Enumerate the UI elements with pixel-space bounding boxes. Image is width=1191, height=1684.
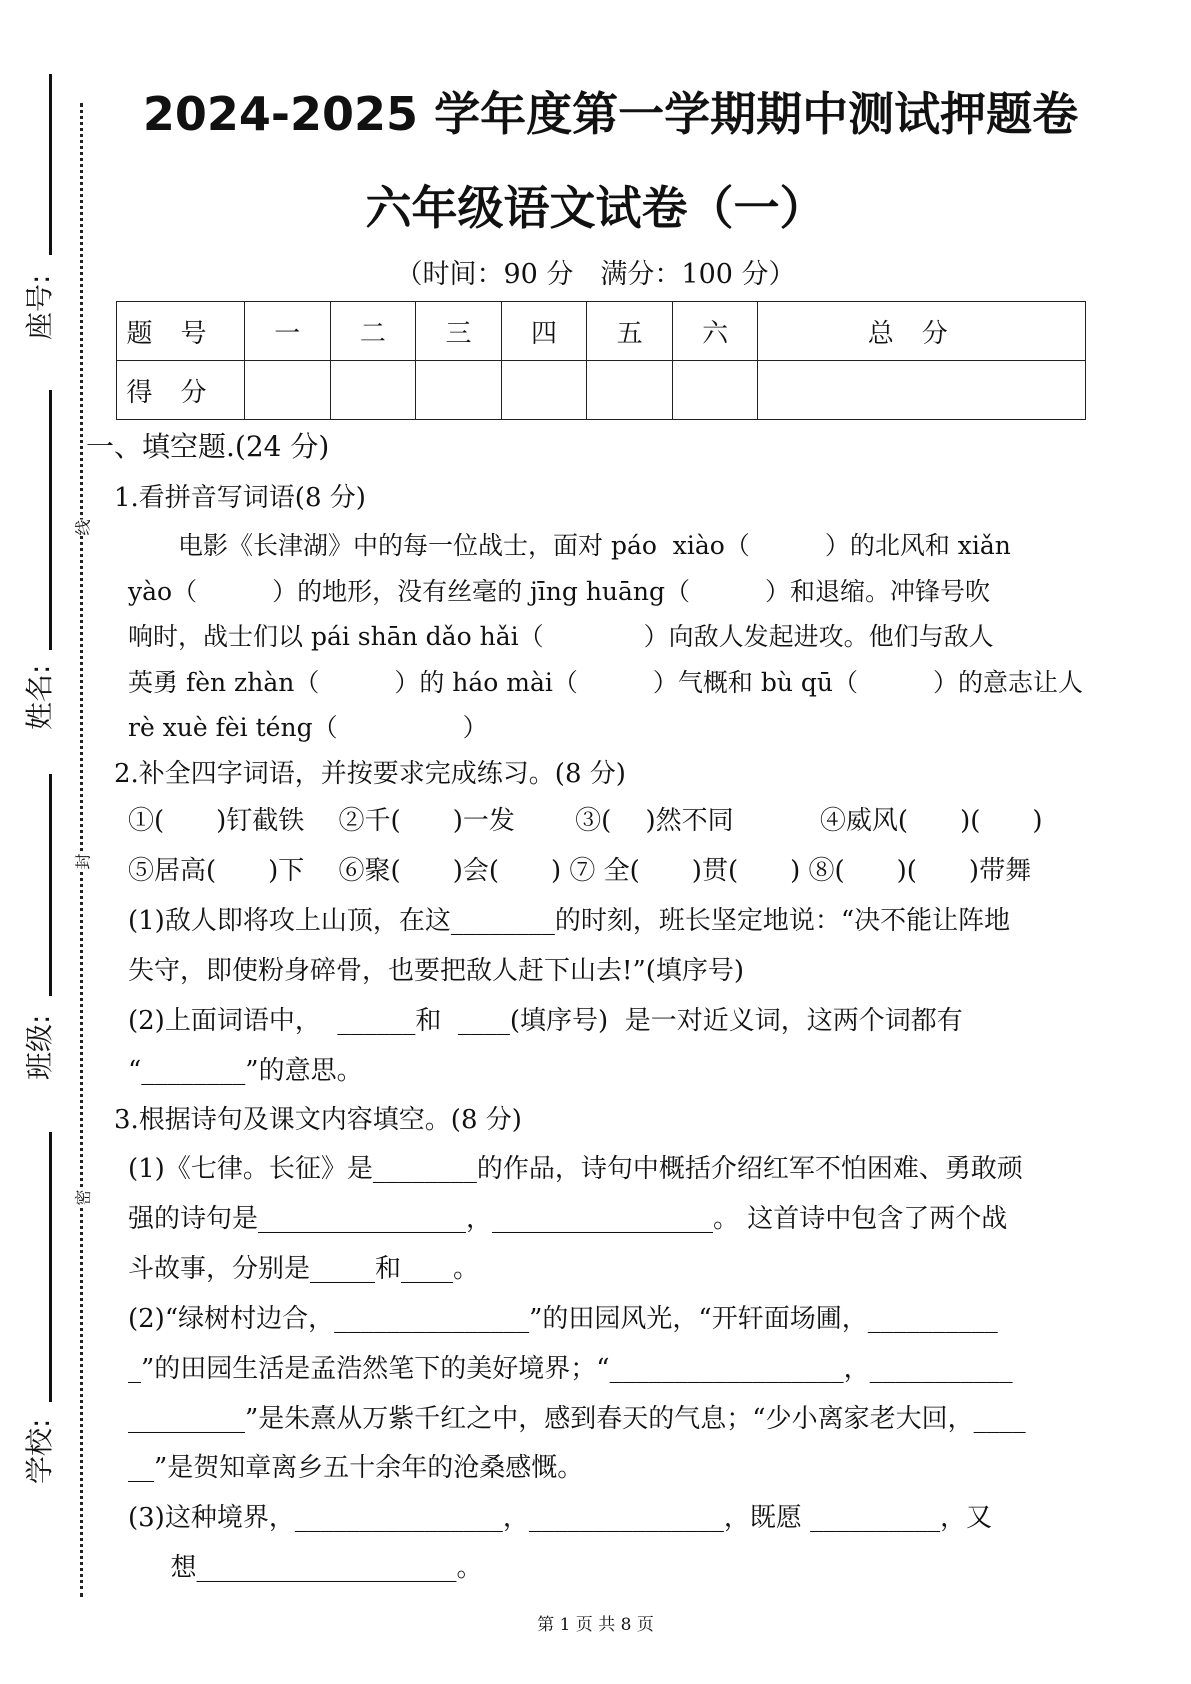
question-title: 1.看拼音写词语(8 分) [114, 483, 366, 513]
question-line: 想____________________。 [128, 1553, 483, 1583]
question-line: 强的诗句是________________，_________________。 这首诗中包含了两个战 [128, 1204, 1008, 1234]
score-row-label: 得分 [117, 361, 245, 420]
class-label: 班级: [23, 1014, 56, 1080]
question-line: ①( )钉截铁 ②千( )一发 ③( )然不同 ④威风( )( ) [128, 806, 1043, 836]
score-cell[interactable] [416, 361, 502, 420]
binding-line [49, 1132, 52, 1402]
score-table-header-row [117, 302, 1086, 361]
header-cell: 一 [245, 302, 331, 361]
question-line: rè xuè fèi téng（ ） [128, 713, 488, 742]
page-footer: 第 1 页 共 8 页 [537, 1615, 654, 1635]
question-line: _________”是朱熹从万紫千红之中，感到春天的气息；“少小离家老大回，____ [128, 1404, 1026, 1434]
question-line: 电影《长津湖》中的每一位战士，面对 páo xiào（ ）的北风和 xiǎn [128, 531, 1011, 560]
seal-mark-seal: 封 [71, 853, 94, 869]
question-title: 3.根据诗句及课文内容填空。(8 分) [114, 1105, 522, 1135]
header-cell: 题号 [117, 302, 245, 361]
question-title: 2.补全四字词语，并按要求完成练习。(8 分) [114, 759, 626, 789]
question-line: 响时，战士们以 pái shān dǎo hǎi（ ）向敌人发起进攻。他们与敌人 [128, 622, 994, 651]
question-line: (1)《七律。长征》是________的作品，诗句中概括介绍红军不怕困难、勇敢顽 [128, 1154, 1023, 1184]
binding-line [49, 390, 52, 650]
header-cell: 五 [587, 302, 673, 361]
score-cell[interactable] [330, 361, 416, 420]
score-table-score-row [117, 361, 1086, 420]
header-cell: 四 [501, 302, 587, 361]
seal-mark-line: 线 [71, 519, 94, 535]
question-line: yào（ ）的地形，没有丝毫的 jīng huāng（ ）和退缩。冲锋号吹 [128, 577, 991, 606]
exam-subtitle: 六年级语文试卷（一） [365, 181, 826, 235]
score-cell[interactable] [672, 361, 758, 420]
seal-dotted-line [80, 103, 83, 1597]
exam-title: 2024-2025 学年度第一学期期中测试押题卷 [142, 87, 1079, 141]
score-cell[interactable] [587, 361, 673, 420]
score-table [116, 301, 1086, 420]
question-line: __”是贺知章离乡五十余年的沧桑感慨。 [128, 1453, 584, 1483]
school-label: 学校: [23, 1418, 56, 1484]
question-line: (1)敌人即将攻上山顶，在这________的时刻，班长坚定地说：“决不能让阵地 [128, 906, 1011, 936]
exam-info: （时间：90 分 满分：100 分） [395, 259, 796, 290]
question-line: 斗故事，分别是_____和____。 [128, 1254, 480, 1284]
header-cell: 三 [416, 302, 502, 361]
header-cell: 二 [330, 302, 416, 361]
header-cell: 总分 [758, 302, 1086, 361]
question-line: “________”的意思。 [128, 1056, 363, 1086]
question-line: (2)上面词语中， ______和 ____(填序号) 是一对近义词，这两个词都有 [128, 1006, 963, 1036]
question-line: 英勇 fèn zhàn（ ）的 háo mài（ ）气概和 bù qū（ ）的意志让人 [128, 668, 1083, 697]
seat-number-label: 座号: [23, 274, 56, 340]
question-line: (2)“绿树村边合，_______________”的田园风光，“开轩面场圃，__________ [128, 1304, 998, 1334]
name-label: 姓名: [23, 664, 56, 730]
seal-mark-secret: 密 [71, 1189, 94, 1205]
score-cell[interactable] [758, 361, 1086, 420]
question-line: 失守，即使粉身碎骨，也要把敌人赶下山去!”(填序号) [128, 956, 745, 986]
score-cell[interactable] [501, 361, 587, 420]
binding-line [49, 774, 52, 996]
question-line: (3)这种境界，________________，_______________，既愿 __________，又 [128, 1503, 993, 1533]
section-heading: 一、填空题.(24 分) [86, 430, 330, 463]
score-cell[interactable] [245, 361, 331, 420]
question-line: ⑤居高( )下 ⑥聚( )会( ) ⑦ 全( )贯( ) ⑧( )( )带舞 [128, 856, 1032, 886]
header-cell: 六 [672, 302, 758, 361]
question-line: _”的田园生活是孟浩然笔下的美好境界；“__________________，___________ [128, 1354, 1013, 1384]
